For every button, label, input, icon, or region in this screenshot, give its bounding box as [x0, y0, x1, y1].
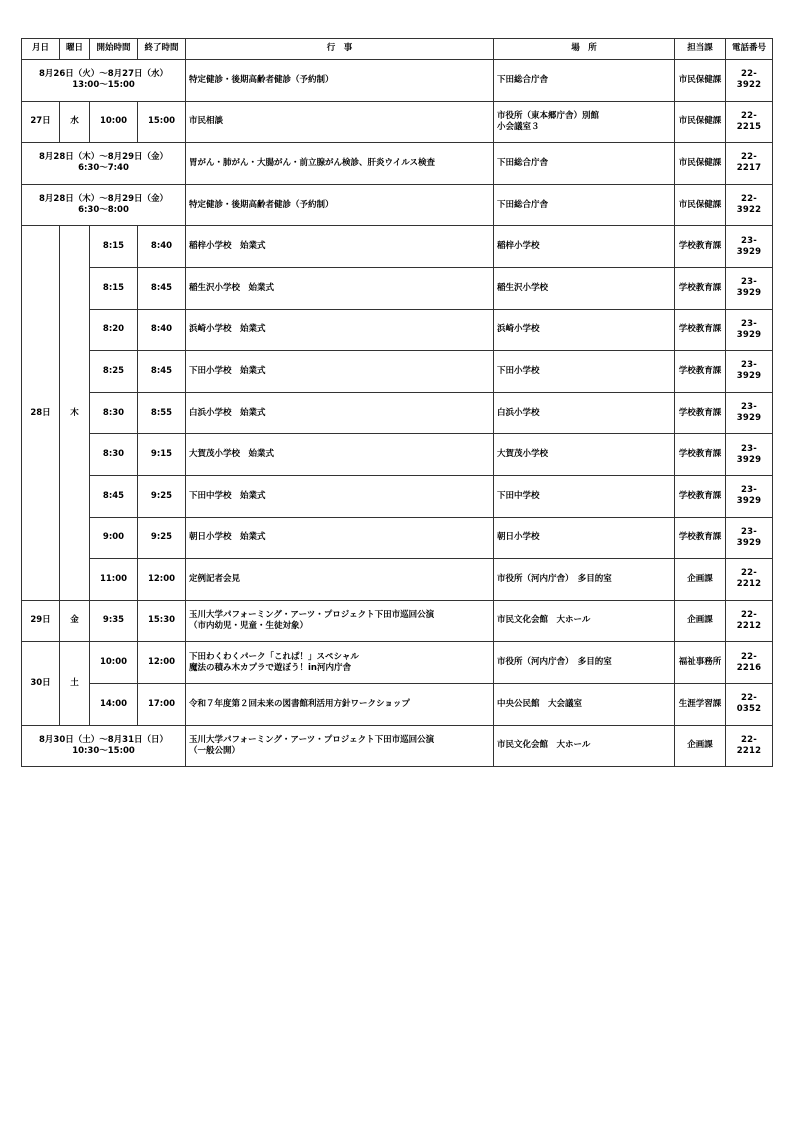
- start-time-cell: 11:00: [90, 559, 138, 601]
- start-time-cell: 8:30: [90, 392, 138, 434]
- place-cell: 下田小学校: [494, 351, 675, 393]
- tel-cell: 23-3929: [726, 267, 773, 309]
- dept-cell: 学校教育課: [675, 517, 726, 559]
- header-dept: 担当課: [675, 39, 726, 60]
- start-time-cell: 14:00: [90, 683, 138, 725]
- tel-cell: 23-3929: [726, 517, 773, 559]
- tel-cell: 23-3929: [726, 434, 773, 476]
- dept-cell: 学校教育課: [675, 351, 726, 393]
- event-cell: [186, 642, 494, 684]
- time-range: 6:30～8:00: [78, 205, 129, 216]
- tel-cell: 22-3922: [726, 60, 773, 102]
- dept-cell: 市民保健課: [675, 184, 726, 226]
- event-cell: 胃がん・肺がん・大腸がん・前立腺がん検診、肝炎ウイルス検査: [186, 143, 494, 185]
- table-row: [22, 725, 773, 767]
- table-row: [22, 392, 773, 434]
- tel-cell: 23-3929: [726, 392, 773, 434]
- date-range-cell: [22, 725, 186, 767]
- date-range: 8月28日（木）～8月29日（金）: [39, 152, 168, 163]
- tel-cell: 22-2217: [726, 143, 773, 185]
- place-cell: 浜崎小学校: [494, 309, 675, 351]
- time-range: 6:30～7:40: [78, 163, 129, 174]
- end-time-cell: 12:00: [138, 559, 186, 601]
- date-cell: 28日: [22, 226, 60, 600]
- dept-cell: 福祉事務所: [675, 642, 726, 684]
- start-time-cell: 8:15: [90, 226, 138, 268]
- event-line: 魔法の積み木カプラで遊ぼう！in河内庁舎: [189, 662, 351, 673]
- weekday-cell: 金: [60, 600, 90, 642]
- tel-cell: 23-3929: [726, 309, 773, 351]
- end-time-cell: 15:00: [138, 101, 186, 143]
- tel-cell: 22-2212: [726, 559, 773, 601]
- date-range: 8月28日（木）～8月29日（金）: [39, 194, 168, 205]
- event-cell: [186, 725, 494, 767]
- date-range-cell: [22, 60, 186, 102]
- place-line: 小会議室３: [497, 121, 540, 132]
- place-line: 市役所（東本郷庁舎）別館: [497, 110, 600, 121]
- event-cell: 特定健診・後期高齢者健診（予約制）: [186, 60, 494, 102]
- end-time-cell: 8:45: [138, 267, 186, 309]
- table-row: [22, 101, 773, 143]
- dept-cell: 学校教育課: [675, 475, 726, 517]
- dept-cell: 市民保健課: [675, 60, 726, 102]
- place-cell: 市民文化会館 大ホール: [494, 725, 675, 767]
- dept-cell: 学校教育課: [675, 267, 726, 309]
- tel-cell: 22-0352: [726, 683, 773, 725]
- event-line: （一般公開）: [189, 745, 241, 756]
- table-row: [22, 184, 773, 226]
- weekday-cell: 木: [60, 226, 90, 600]
- header-weekday: 曜日: [60, 39, 90, 60]
- event-line: （市内幼児・児童・生徒対象）: [189, 621, 309, 632]
- end-time-cell: 9:15: [138, 434, 186, 476]
- place-cell: 稲梓小学校: [494, 226, 675, 268]
- header-row: [22, 39, 773, 60]
- end-time-cell: 8:40: [138, 226, 186, 268]
- header-end-time: 終了時間: [138, 39, 186, 60]
- end-time-cell: 8:45: [138, 351, 186, 393]
- dept-cell: 学校教育課: [675, 392, 726, 434]
- tel-cell: 23-3929: [726, 475, 773, 517]
- tel-cell: 22-2212: [726, 725, 773, 767]
- start-time-cell: 10:00: [90, 642, 138, 684]
- date-range-cell: [22, 143, 186, 185]
- weekday-cell: 水: [60, 101, 90, 143]
- event-cell: 市民相談: [186, 101, 494, 143]
- header-place: 場 所: [494, 39, 675, 60]
- table-row: [22, 60, 773, 102]
- time-range: 13:00～15:00: [72, 80, 135, 91]
- event-cell: 大賀茂小学校 始業式: [186, 434, 494, 476]
- schedule-table: [21, 38, 773, 767]
- event-cell: 下田小学校 始業式: [186, 351, 494, 393]
- date-cell: 30日: [22, 642, 60, 725]
- dept-cell: 生涯学習課: [675, 683, 726, 725]
- table-row: [22, 475, 773, 517]
- event-line: 玉川大学パフォーミング・アーツ・プロジェクト下田市巡回公演: [189, 734, 435, 745]
- event-cell: 浜崎小学校 始業式: [186, 309, 494, 351]
- place-cell: 下田総合庁舎: [494, 184, 675, 226]
- place-cell: 市役所（河内庁舎） 多目的室: [494, 559, 675, 601]
- date-cell: 27日: [22, 101, 60, 143]
- header-date: 月日: [22, 39, 60, 60]
- end-time-cell: 15:30: [138, 600, 186, 642]
- event-cell: 下田中学校 始業式: [186, 475, 494, 517]
- table-row: [22, 600, 773, 642]
- start-time-cell: 8:20: [90, 309, 138, 351]
- end-time-cell: 8:40: [138, 309, 186, 351]
- dept-cell: 企画課: [675, 600, 726, 642]
- place-cell: 下田中学校: [494, 475, 675, 517]
- date-range: 8月30日（土）～8月31日（日）: [39, 734, 168, 745]
- end-time-cell: 9:25: [138, 475, 186, 517]
- table-row: [22, 642, 773, 684]
- header-event: 行 事: [186, 39, 494, 60]
- event-line: 玉川大学パフォーミング・アーツ・プロジェクト下田市巡回公演: [189, 609, 435, 620]
- event-cell: 令和７年度第２回未来の図書館利活用方針ワークショップ: [186, 683, 494, 725]
- dept-cell: 市民保健課: [675, 143, 726, 185]
- table-row: [22, 267, 773, 309]
- end-time-cell: 9:25: [138, 517, 186, 559]
- place-cell: 中央公民館 大会議室: [494, 683, 675, 725]
- dept-cell: 企画課: [675, 725, 726, 767]
- start-time-cell: 8:45: [90, 475, 138, 517]
- date-cell: 29日: [22, 600, 60, 642]
- table-row: [22, 434, 773, 476]
- tel-cell: 22-2212: [726, 600, 773, 642]
- place-cell: 市役所（河内庁舎） 多目的室: [494, 642, 675, 684]
- place-cell: 下田総合庁舎: [494, 143, 675, 185]
- weekday-cell: 土: [60, 642, 90, 725]
- tel-cell: 22-2216: [726, 642, 773, 684]
- end-time-cell: 8:55: [138, 392, 186, 434]
- start-time-cell: 9:35: [90, 600, 138, 642]
- end-time-cell: 12:00: [138, 642, 186, 684]
- table-row: [22, 143, 773, 185]
- end-time-cell: 17:00: [138, 683, 186, 725]
- table-row: [22, 559, 773, 601]
- header-start-time: 開始時間: [90, 39, 138, 60]
- table-row: [22, 309, 773, 351]
- table-row: [22, 226, 773, 268]
- tel-cell: 22-3922: [726, 184, 773, 226]
- place-cell: 稲生沢小学校: [494, 267, 675, 309]
- dept-cell: 学校教育課: [675, 309, 726, 351]
- event-cell: 朝日小学校 始業式: [186, 517, 494, 559]
- tel-cell: 22-2215: [726, 101, 773, 143]
- event-cell: 特定健診・後期高齢者健診（予約制）: [186, 184, 494, 226]
- start-time-cell: 9:00: [90, 517, 138, 559]
- start-time-cell: 8:30: [90, 434, 138, 476]
- start-time-cell: 8:15: [90, 267, 138, 309]
- start-time-cell: 8:25: [90, 351, 138, 393]
- event-cell: 定例記者会見: [186, 559, 494, 601]
- event-cell: 稲生沢小学校 始業式: [186, 267, 494, 309]
- date-range: 8月26日（火）～8月27日（水）: [39, 69, 168, 80]
- table-row: [22, 683, 773, 725]
- place-cell: [494, 101, 675, 143]
- dept-cell: 学校教育課: [675, 434, 726, 476]
- table-row: [22, 351, 773, 393]
- dept-cell: 企画課: [675, 559, 726, 601]
- start-time-cell: 10:00: [90, 101, 138, 143]
- place-cell: 朝日小学校: [494, 517, 675, 559]
- place-cell: 下田総合庁舎: [494, 60, 675, 102]
- header-tel: 電話番号: [726, 39, 773, 60]
- time-range: 10:30～15:00: [72, 745, 135, 756]
- event-line: 下田わくわくパーク「これぱ！」スペシャル: [189, 651, 359, 662]
- tel-cell: 23-3929: [726, 226, 773, 268]
- dept-cell: 学校教育課: [675, 226, 726, 268]
- event-cell: [186, 600, 494, 642]
- event-cell: 白浜小学校 始業式: [186, 392, 494, 434]
- place-cell: 市民文化会館 大ホール: [494, 600, 675, 642]
- dept-cell: 市民保健課: [675, 101, 726, 143]
- place-cell: 白浜小学校: [494, 392, 675, 434]
- date-range-cell: [22, 184, 186, 226]
- tel-cell: 23-3929: [726, 351, 773, 393]
- table-row: [22, 517, 773, 559]
- place-cell: 大賀茂小学校: [494, 434, 675, 476]
- event-cell: 稲梓小学校 始業式: [186, 226, 494, 268]
